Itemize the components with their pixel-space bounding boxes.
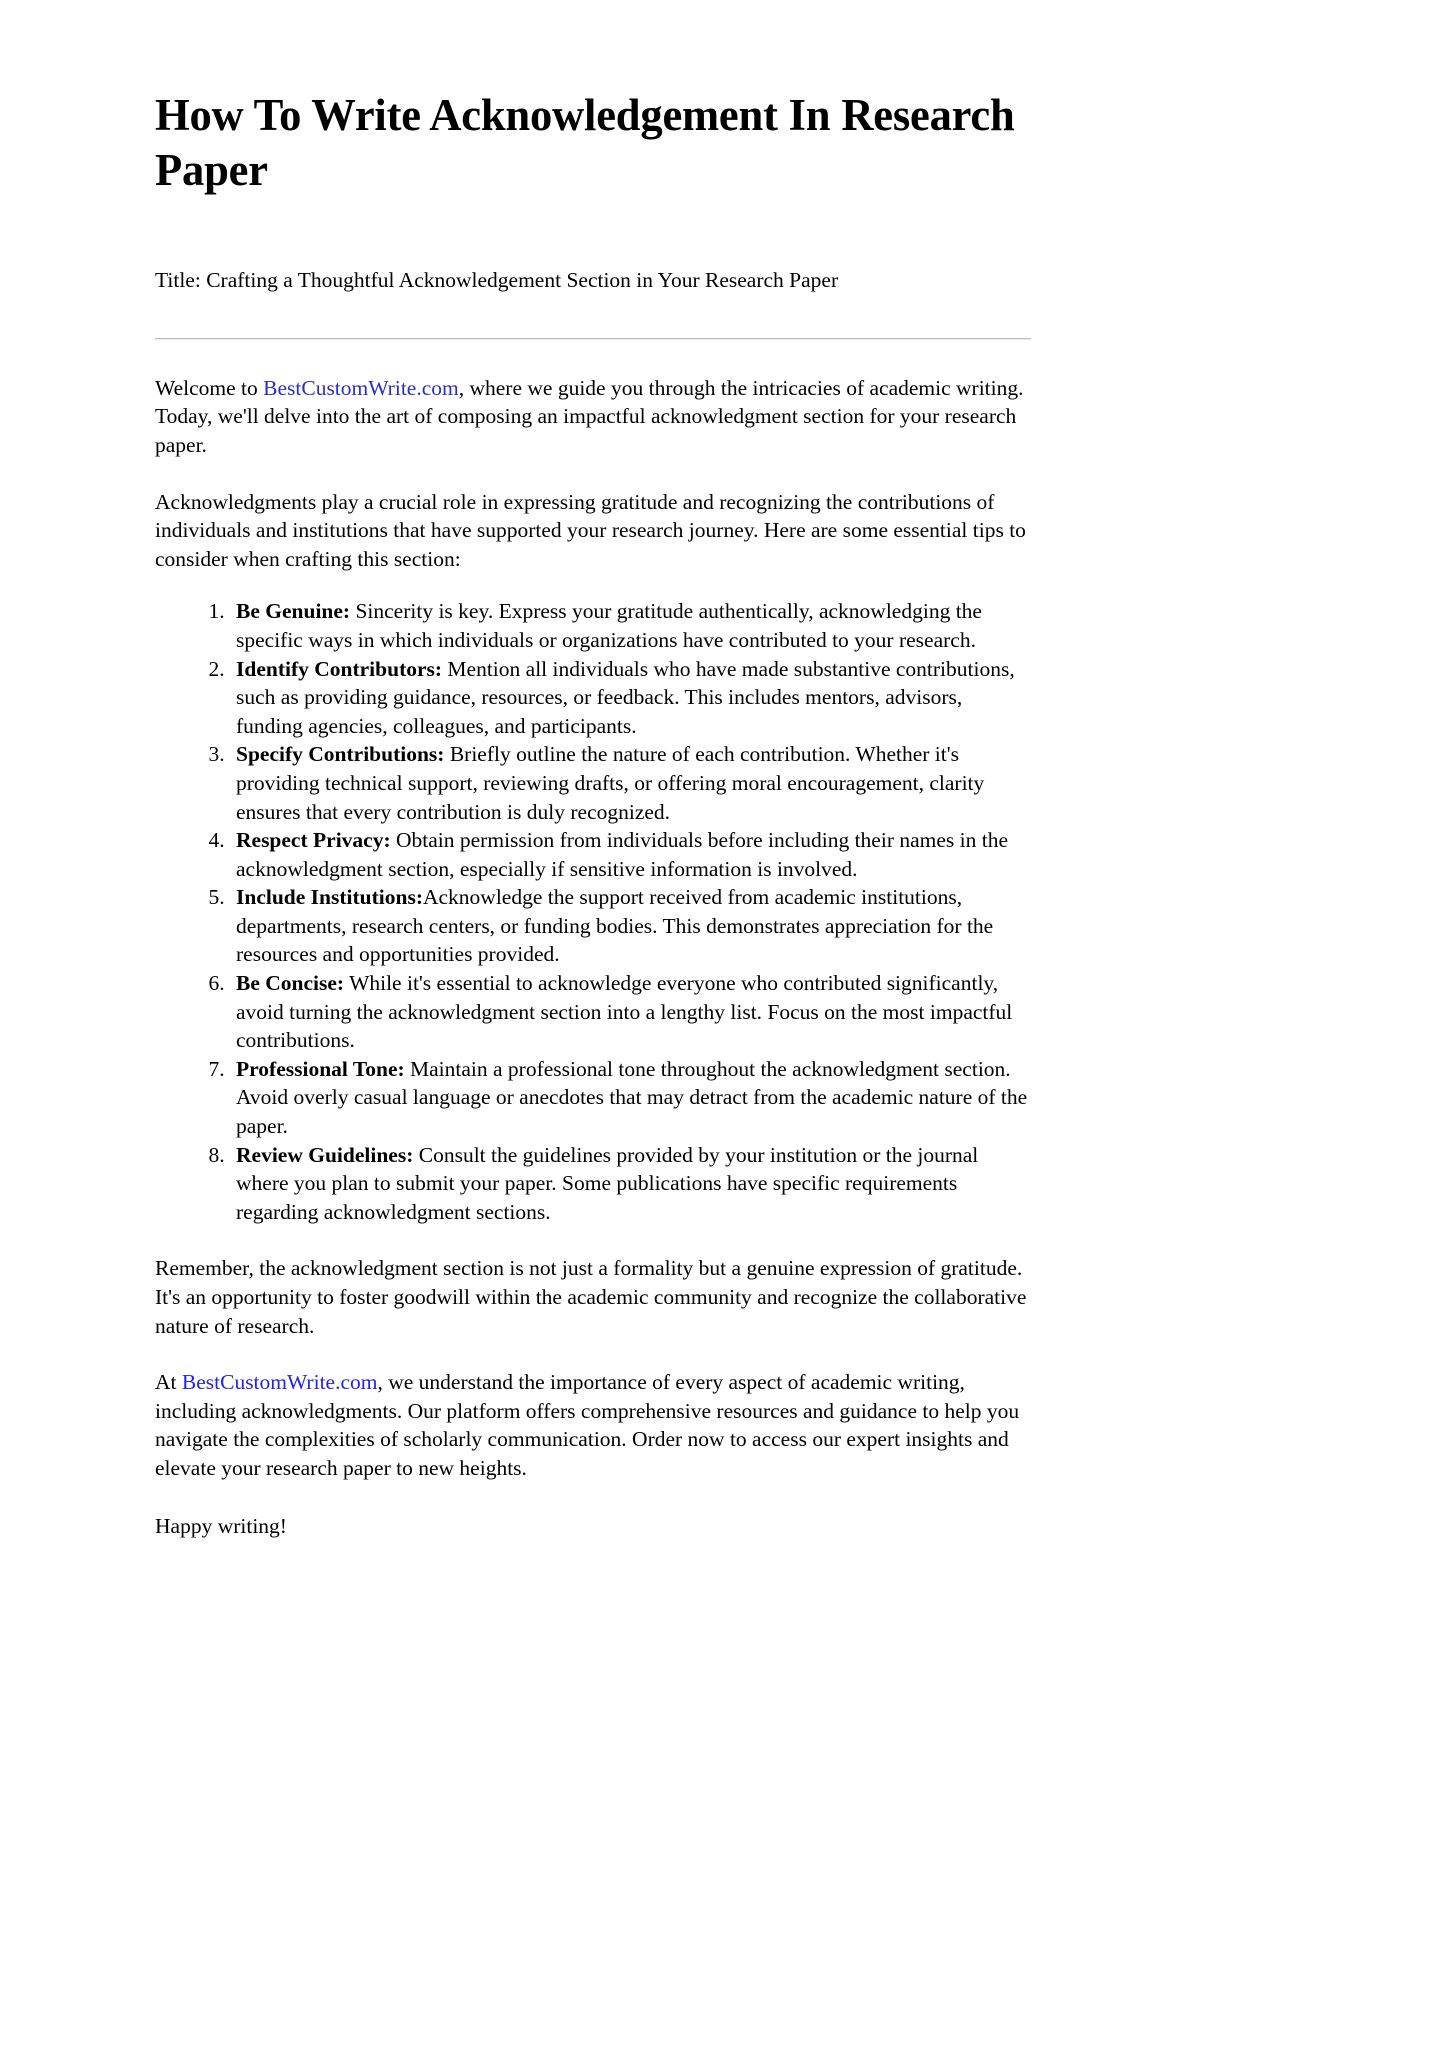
tip-lead-label: Include Institutions:: [236, 885, 423, 910]
tip-lead-label: Identify Contributors:: [236, 656, 443, 681]
tip-lead-label: Review Guidelines:: [236, 1142, 414, 1167]
document-content: [155, 88, 1033, 1540]
tip-body-text: Briefly outline the nature of each contribution. Whether it's providing technical support, reviewing drafts, or offering moral encouragement, clarity ensures that every contribution is duly recognized.: [236, 742, 985, 824]
cta-paragraph: [155, 1368, 1033, 1482]
tip-lead-label: Respect Privacy:: [236, 828, 391, 853]
tip-body-text: Mention all individuals who have made substantive contributions, such as providing guidance, resources, or feedback. This includes mentors, advisors, funding agencies, colleagues, and participants.: [236, 656, 1015, 738]
tip-body-text: Obtain permission from individuals before including their names in the acknowledgment section, especially if sensitive information is involved.: [236, 828, 1009, 881]
tip-lead-label: Be Concise:: [236, 971, 345, 996]
bestcustomwrite-link-footer[interactable]: BestCustomWrite.com: [181, 1370, 378, 1395]
list-item: [230, 597, 1033, 654]
tip-lead-label: Be Genuine:: [236, 599, 351, 624]
document-subtitle: Title: Crafting a Thoughtful Acknowledgement Section in Your Research Paper: [155, 267, 839, 292]
page-title: How To Write Acknowledgement In Research Paper: [155, 90, 1015, 195]
tip-body-text: Sincerity is key. Express your gratitude authentically, acknowledging the specific ways in which individuals or organizations have contributed to your research.: [236, 599, 982, 652]
list-item: [230, 826, 1033, 883]
list-item: [230, 655, 1033, 741]
signoff-text: Happy writing!: [155, 1513, 287, 1538]
cta-before-link: At: [155, 1370, 182, 1395]
tips-list: [155, 597, 1033, 1226]
lead-paragraph: Acknowledgments play a crucial role in expressing gratitude and recognizing the contributions of individuals and institutions that have supported your research journey. Here are some essential tips to consider when crafting this section:: [155, 489, 1026, 571]
list-item: [230, 1055, 1033, 1141]
tip-body-text: Consult the guidelines provided by your institution or the journal where you plan to submit your paper. Some publications have specific requirements regarding acknowledgment sections.: [236, 1142, 979, 1224]
intro-paragraph: [155, 374, 1033, 460]
list-item: [230, 740, 1033, 826]
cta-after-link: , we understand the importance of every aspect of academic writing, including acknowledgments. Our platform offers comprehensive resources and guidance to help you navigate the complexities of scholarly communication. Order now to access our expert insights and elevate your research paper to new heights.: [155, 1370, 1020, 1480]
tip-body-text: Maintain a professional tone throughout the acknowledgment section. Avoid overly casual language or anecdotes that may detract from the academic nature of the paper.: [236, 1056, 1028, 1139]
intro-before-link: Welcome to: [155, 375, 264, 400]
tip-body-text: While it's essential to acknowledge everyone who contributed significantly, avoid turning the acknowledgment section into a lengthy list. Focus on the most impactful contributions.: [236, 971, 1013, 1053]
tip-body-text: Acknowledge the support received from academic institutions, departments, research centers, or funding bodies. This demonstrates appreciation for the resources and opportunities provided.: [236, 885, 994, 967]
list-item: [230, 969, 1033, 1055]
tip-lead-label: Specify Contributions:: [236, 742, 445, 767]
horizontal-divider: [155, 338, 1031, 340]
tip-lead-label: Professional Tone:: [236, 1056, 405, 1081]
bestcustomwrite-link[interactable]: BestCustomWrite.com: [263, 375, 459, 400]
intro-after-link: , where we guide you through the intricacies of academic writing. Today, we'll delve into the art of composing an impactful acknowledgment section for your research paper.: [155, 375, 1024, 457]
remember-paragraph: Remember, the acknowledgment section is not just a formality but a genuine expression of gratitude. It's an opportunity to foster goodwill within the academic community and recognize the collaborative nature of research.: [155, 1256, 1027, 1338]
list-item: [230, 883, 1033, 969]
list-item: [230, 1141, 1033, 1227]
